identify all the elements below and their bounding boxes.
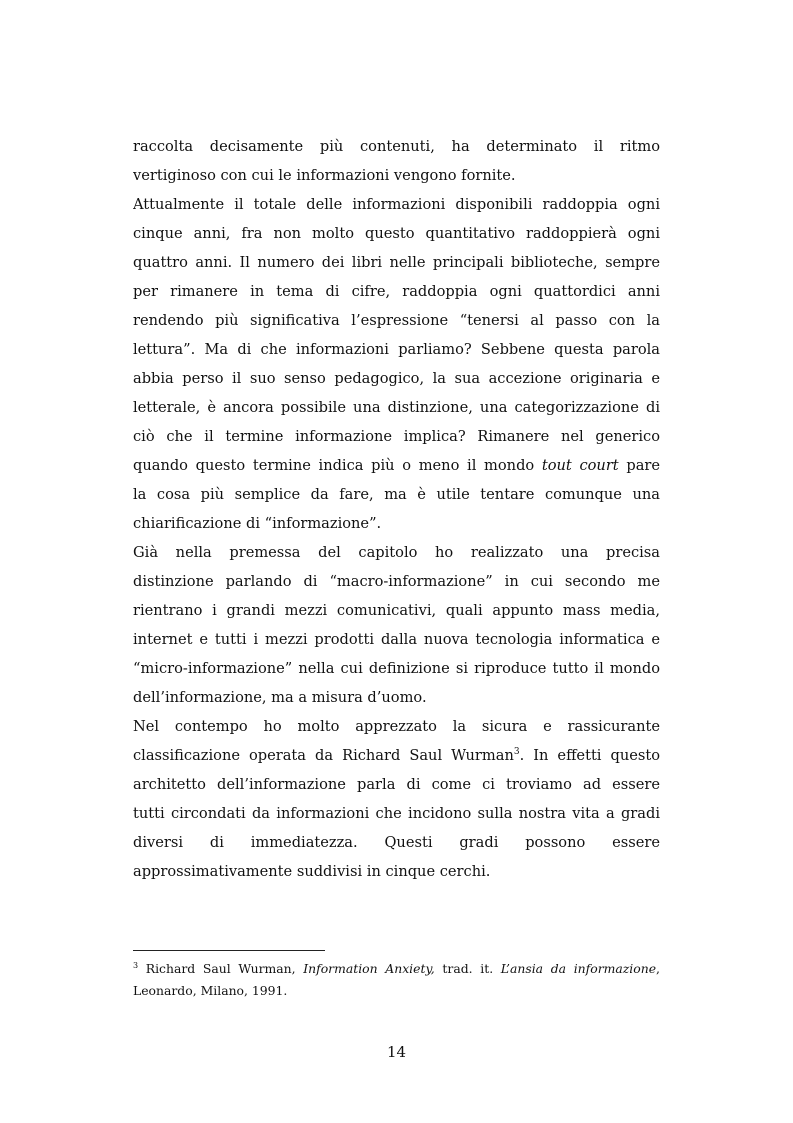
footnote-text: , [656,961,660,976]
body-line: dell’informazione, ma a misura d’uomo. [133,689,427,706]
footnote-reference[interactable]: 3 [513,747,520,758]
body-text-segment: classificazione operata da Richard Saul Wurman [133,747,514,764]
body-line: rientrano i grandi mezzi comunicativi, quali appunto mass media, [133,602,660,619]
footnote-line: Leonardo, Milano, 1991. [133,983,288,998]
body-line: abbia perso il suo senso pedagogico, la sua accezione originaria e [133,370,660,387]
body-line [133,451,660,480]
footnote-text: Richard Saul Wurman, [138,961,304,976]
body-line: Nel contempo ho molto apprezzato la sicura e rassicurante [133,718,660,735]
body-line: raccolta decisamente più contenuti, ha determinato il ritmo [133,138,660,155]
body-line: tutti circondati da informazioni che incidono sulla nostra vita a gradi [133,805,660,822]
footnote-italic: Information Anxiety, [303,961,435,976]
body-line: chiarificazione di “informazione”. [133,515,382,532]
body-line: lettura”. Ma di che informazioni parliamo? Sebbene questa parola [133,341,660,358]
footnote-divider [133,950,325,951]
body-line: architetto dell’informazione parla di come ci troviamo ad essere [133,776,660,793]
body-line: letterale, è ancora possibile una distinzione, una categorizzazione di [133,399,660,416]
body-line: internet e tutti i mezzi prodotti dalla nuova tecnologia informatica e [133,631,660,648]
footnote-text: trad. it. [434,961,501,976]
body-line: “micro-informazione” nella cui definizione si riproduce tutto il mondo [133,660,660,677]
body-line: cinque anni, fra non molto questo quantitativo raddoppierà ogni [133,225,660,242]
italic-phrase: tout court [541,457,619,474]
body-line: Già nella premessa del capitolo ho realizzato una precisa [133,544,660,561]
footnote-number: 3 [133,960,139,970]
body-line: la cosa più semplice da fare, ma è utile tentare comunque una [133,486,660,503]
body-line: ciò che il termine informazione implica? Rimanere nel generico [133,428,660,445]
body-line: Attualmente il totale delle informazioni disponibili raddoppia ogni [133,196,660,213]
body-text-segment: pare [618,457,660,474]
body-line: per rimanere in tema di cifre, raddoppia ogni quattordici anni [133,283,660,300]
footnote-italic: L’ansia da informazione [500,961,657,976]
body-text-segment: quando questo termine indica più o meno il mondo [133,457,542,474]
body-line: distinzione parlando di “macro-informazione” in cui secondo me [133,573,660,590]
body-line: vertiginoso con cui le informazioni vengono fornite. [133,167,516,184]
footnote-line [133,958,660,980]
body-line: diversi di immediatezza. Questi gradi possono essere [133,834,660,851]
body-line: rendendo più significativa l’espressione “tenersi al passo con la [133,312,660,329]
body-line: approssimativamente suddivisi in cinque cerchi. [133,863,491,880]
body-line [133,741,660,770]
body-line: quattro anni. Il numero dei libri nelle principali biblioteche, sempre [133,254,660,271]
body-text-segment: . In effetti questo [519,747,660,764]
page-number: 14 [386,1043,407,1061]
